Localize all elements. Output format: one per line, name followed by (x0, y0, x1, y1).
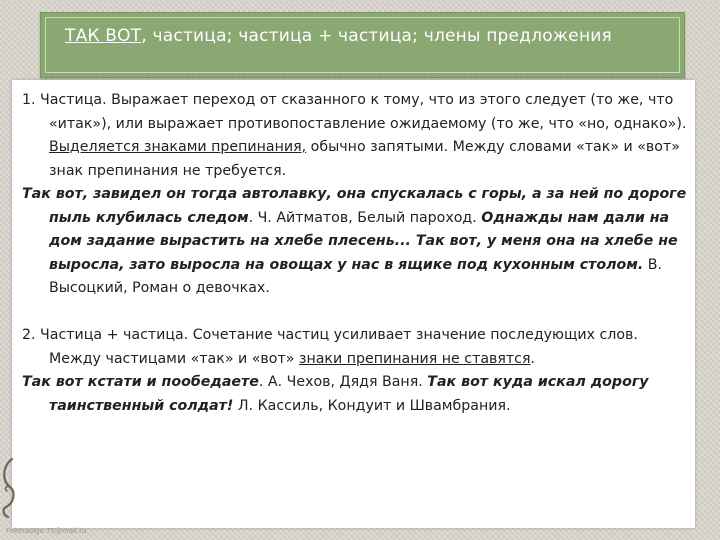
section1-ex2-marker: Так вот (410, 233, 477, 249)
section1-ex1-source: . Ч. Айтматов, Белый пароход. (248, 209, 482, 226)
section2-definition (22, 324, 687, 371)
section2-examples (22, 371, 687, 418)
section2-definition-part1: 2. Частица + частица. Сочетание частиц усиливает значение последующих слов. Между частицами «так» и «вот» (22, 327, 638, 367)
section2-ex2-source: Л. Кассиль, Кондуит и Швамбрания. (233, 397, 511, 414)
section1-ex1-marker: Так вот (22, 186, 83, 202)
title-rest: , частица; частица + частица; члены предложения (141, 26, 612, 46)
content-text (22, 89, 687, 418)
watermark-email: Fokinaolga.75@mail.ru (6, 527, 87, 535)
section2-definition-part2: . (530, 350, 536, 367)
section2-ex1-marker: Так вот (22, 374, 83, 390)
paragraph-gap (22, 301, 687, 325)
section1-definition-part1: 1. Частица. Выражает переход от сказанного к тому, что из этого следует (то же, что «итак»), или выражает противопоставление ожидаемому (то же, что «но, однако»). (22, 92, 687, 132)
section1-ex1-text: , завидел он тогда автолавку, она спускалась с горы, а за ней по дороге пыль клубилась следом (49, 186, 687, 226)
section1-definition (22, 89, 687, 183)
title-lead: ТАК ВОТ (65, 26, 142, 46)
section1-ex2-text-b: , у меня она на хлебе не выросла, зато выросла на овощах у нас в ящике под кухонным столом. (49, 233, 678, 273)
section1-definition-part2: обычно запятыми. Между словами «так» и «вот» знак препинания не требуется. (49, 139, 680, 179)
section1-highlight: Выделяется знаками препинания, (49, 139, 307, 155)
slide-title (65, 26, 612, 46)
section1-examples (22, 183, 687, 301)
title-bar (40, 12, 685, 78)
section1-ex2-source: В. Высоцкий, Роман о девочках. (49, 256, 663, 296)
section1-ex2-text-a: Однажды нам дали на дом задание вырастить на хлебе плесень... (49, 209, 670, 249)
section2-ex1-source: . А. Чехов, Дядя Ваня. (258, 374, 428, 390)
content-card (12, 80, 695, 528)
flourish-ornament-icon (0, 455, 18, 525)
section2-ex1-text: кстати и пообедаете (82, 374, 259, 390)
section2-highlight: знаки препинания не ставятся (298, 350, 531, 367)
section2-ex2-text: куда искал дорогу таинственный солдат! (49, 374, 649, 414)
section2-ex2-marker: Так вот (427, 374, 489, 390)
